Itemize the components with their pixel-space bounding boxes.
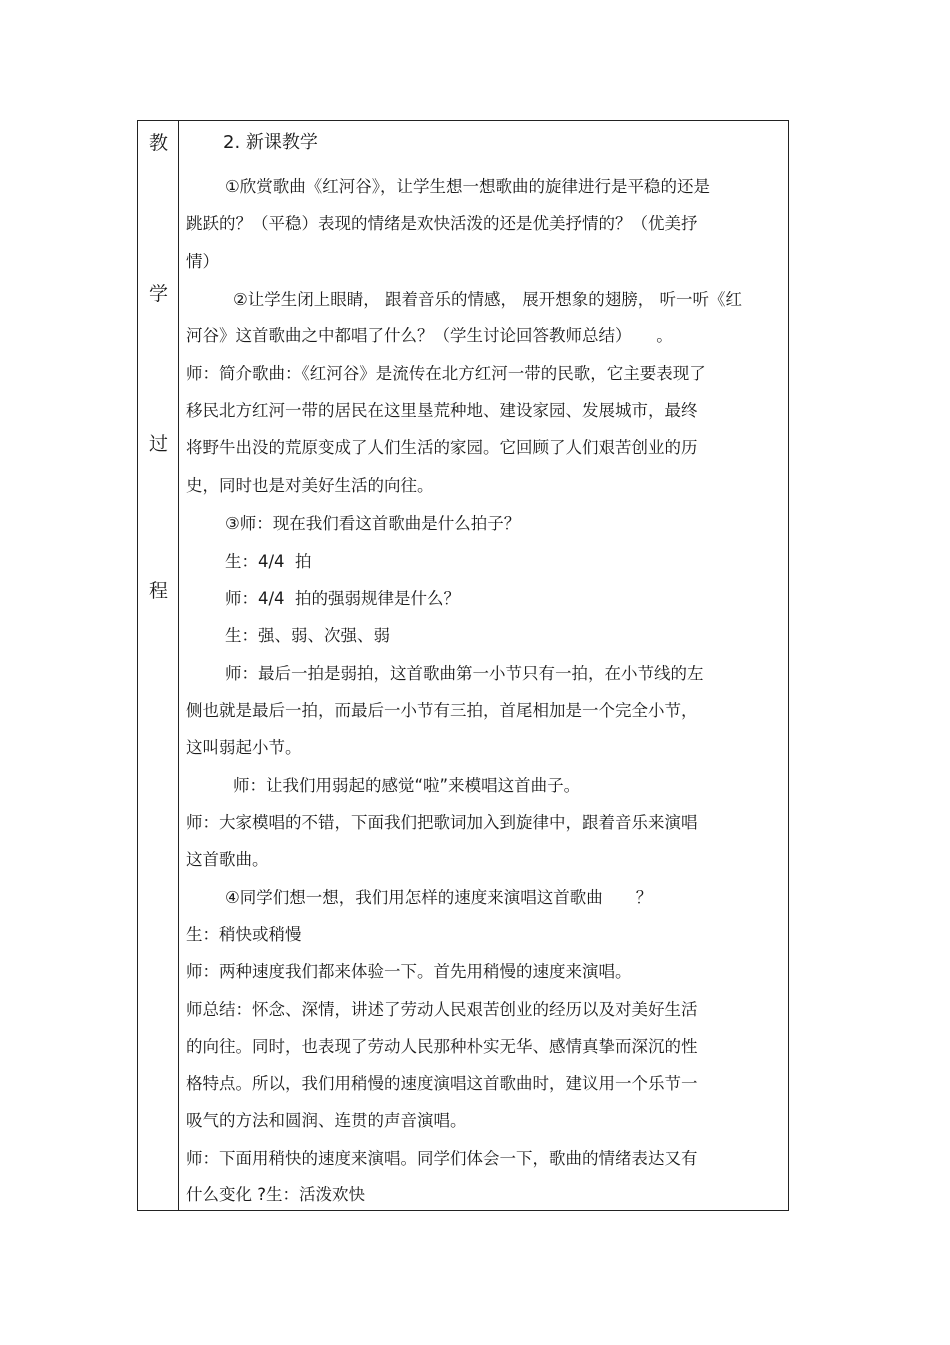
text-line: 的向往。同时，也表现了劳动人民那种朴实无华、感情真挚而深沉的性 — [186, 1037, 698, 1056]
side-label-char: 程 — [148, 580, 168, 602]
text-line: ④同学们想一想，我们用怎样的速度来演唱这首歌曲 ？ — [225, 888, 653, 907]
side-column — [138, 121, 179, 1210]
text-line: 移民北方红河一带的居民在这里垦荒种地、建设家园、发展城市，最终 — [186, 401, 698, 420]
text-line: 这首歌曲。 — [186, 850, 269, 869]
text-line: 生：4/4 拍 — [225, 552, 312, 571]
text-line: ③师：现在我们看这首歌曲是什么拍子？ — [225, 514, 521, 533]
text-line: 师：最后一拍是弱拍，这首歌曲第一小节只有一拍，在小节线的左 — [225, 664, 704, 683]
text-line: 河谷》这首歌曲之中都唱了什么？（学生讨论回答教师总结） 。 — [186, 326, 673, 345]
text-line: 师：4/4 拍的强弱规律是什么？ — [225, 589, 461, 608]
text-line: 师：让我们用弱起的感觉“啦”来模唱这首曲子。 — [233, 776, 581, 795]
text-line: 这叫弱起小节。 — [186, 738, 302, 757]
text-line: 生：强、弱、次强、弱 — [225, 626, 390, 645]
side-label-char: 教 — [148, 132, 168, 154]
text-line: 师：大家模唱的不错，下面我们把歌词加入到旋律中，跟着音乐来演唱 — [186, 813, 698, 832]
text-line: 师：两种速度我们都来体验一下。首先用稍慢的速度来演唱。 — [186, 962, 632, 981]
text-line: 情） — [186, 252, 219, 271]
text-line: 侧也就是最后一拍，而最后一小节有三拍，首尾相加是一个完全小节， — [186, 701, 698, 720]
text-line: 师：下面用稍快的速度来演唱。同学们体会一下，歌曲的情绪表达又有 — [186, 1149, 698, 1168]
text-line: ②让学生闭上眼睛， 跟着音乐的情感， 展开想象的翅膀， 听一听《红 — [233, 290, 743, 309]
text-line: 生：稍快或稍慢 — [186, 925, 302, 944]
text-line: 跳跃的？（平稳）表现的情绪是欢快活泼的还是优美抒情的？（优美抒 — [186, 214, 698, 233]
text-line: 师总结：怀念、深情，讲述了劳动人民艰苦创业的经历以及对美好生活 — [186, 1000, 698, 1019]
text-line: 什么变化 ?生：活泼欢快 — [186, 1185, 366, 1204]
side-label-char: 过 — [148, 433, 168, 455]
lesson-table — [137, 120, 789, 1211]
text-line: ①欣赏歌曲《红河谷》，让学生想一想歌曲的旋律进行是平稳的还是 — [225, 177, 711, 196]
side-label-char: 学 — [148, 283, 168, 305]
text-line: 史，同时也是对美好生活的向往。 — [186, 476, 434, 495]
content-column — [179, 121, 788, 1210]
text-line: 师：简介歌曲：《红河谷》是流传在北方红河一带的民歌，它主要表现了 — [186, 364, 706, 383]
text-line: 将野牛出没的荒原变成了人们生活的家园。它回顾了人们艰苦创业的历 — [186, 438, 698, 457]
text-line: 吸气的方法和圆润、连贯的声音演唱。 — [186, 1111, 467, 1130]
section-title: 2. 新课教学 — [223, 132, 318, 153]
text-line: 格特点。所以，我们用稍慢的速度演唱这首歌曲时，建议用一个乐节一 — [186, 1074, 698, 1093]
